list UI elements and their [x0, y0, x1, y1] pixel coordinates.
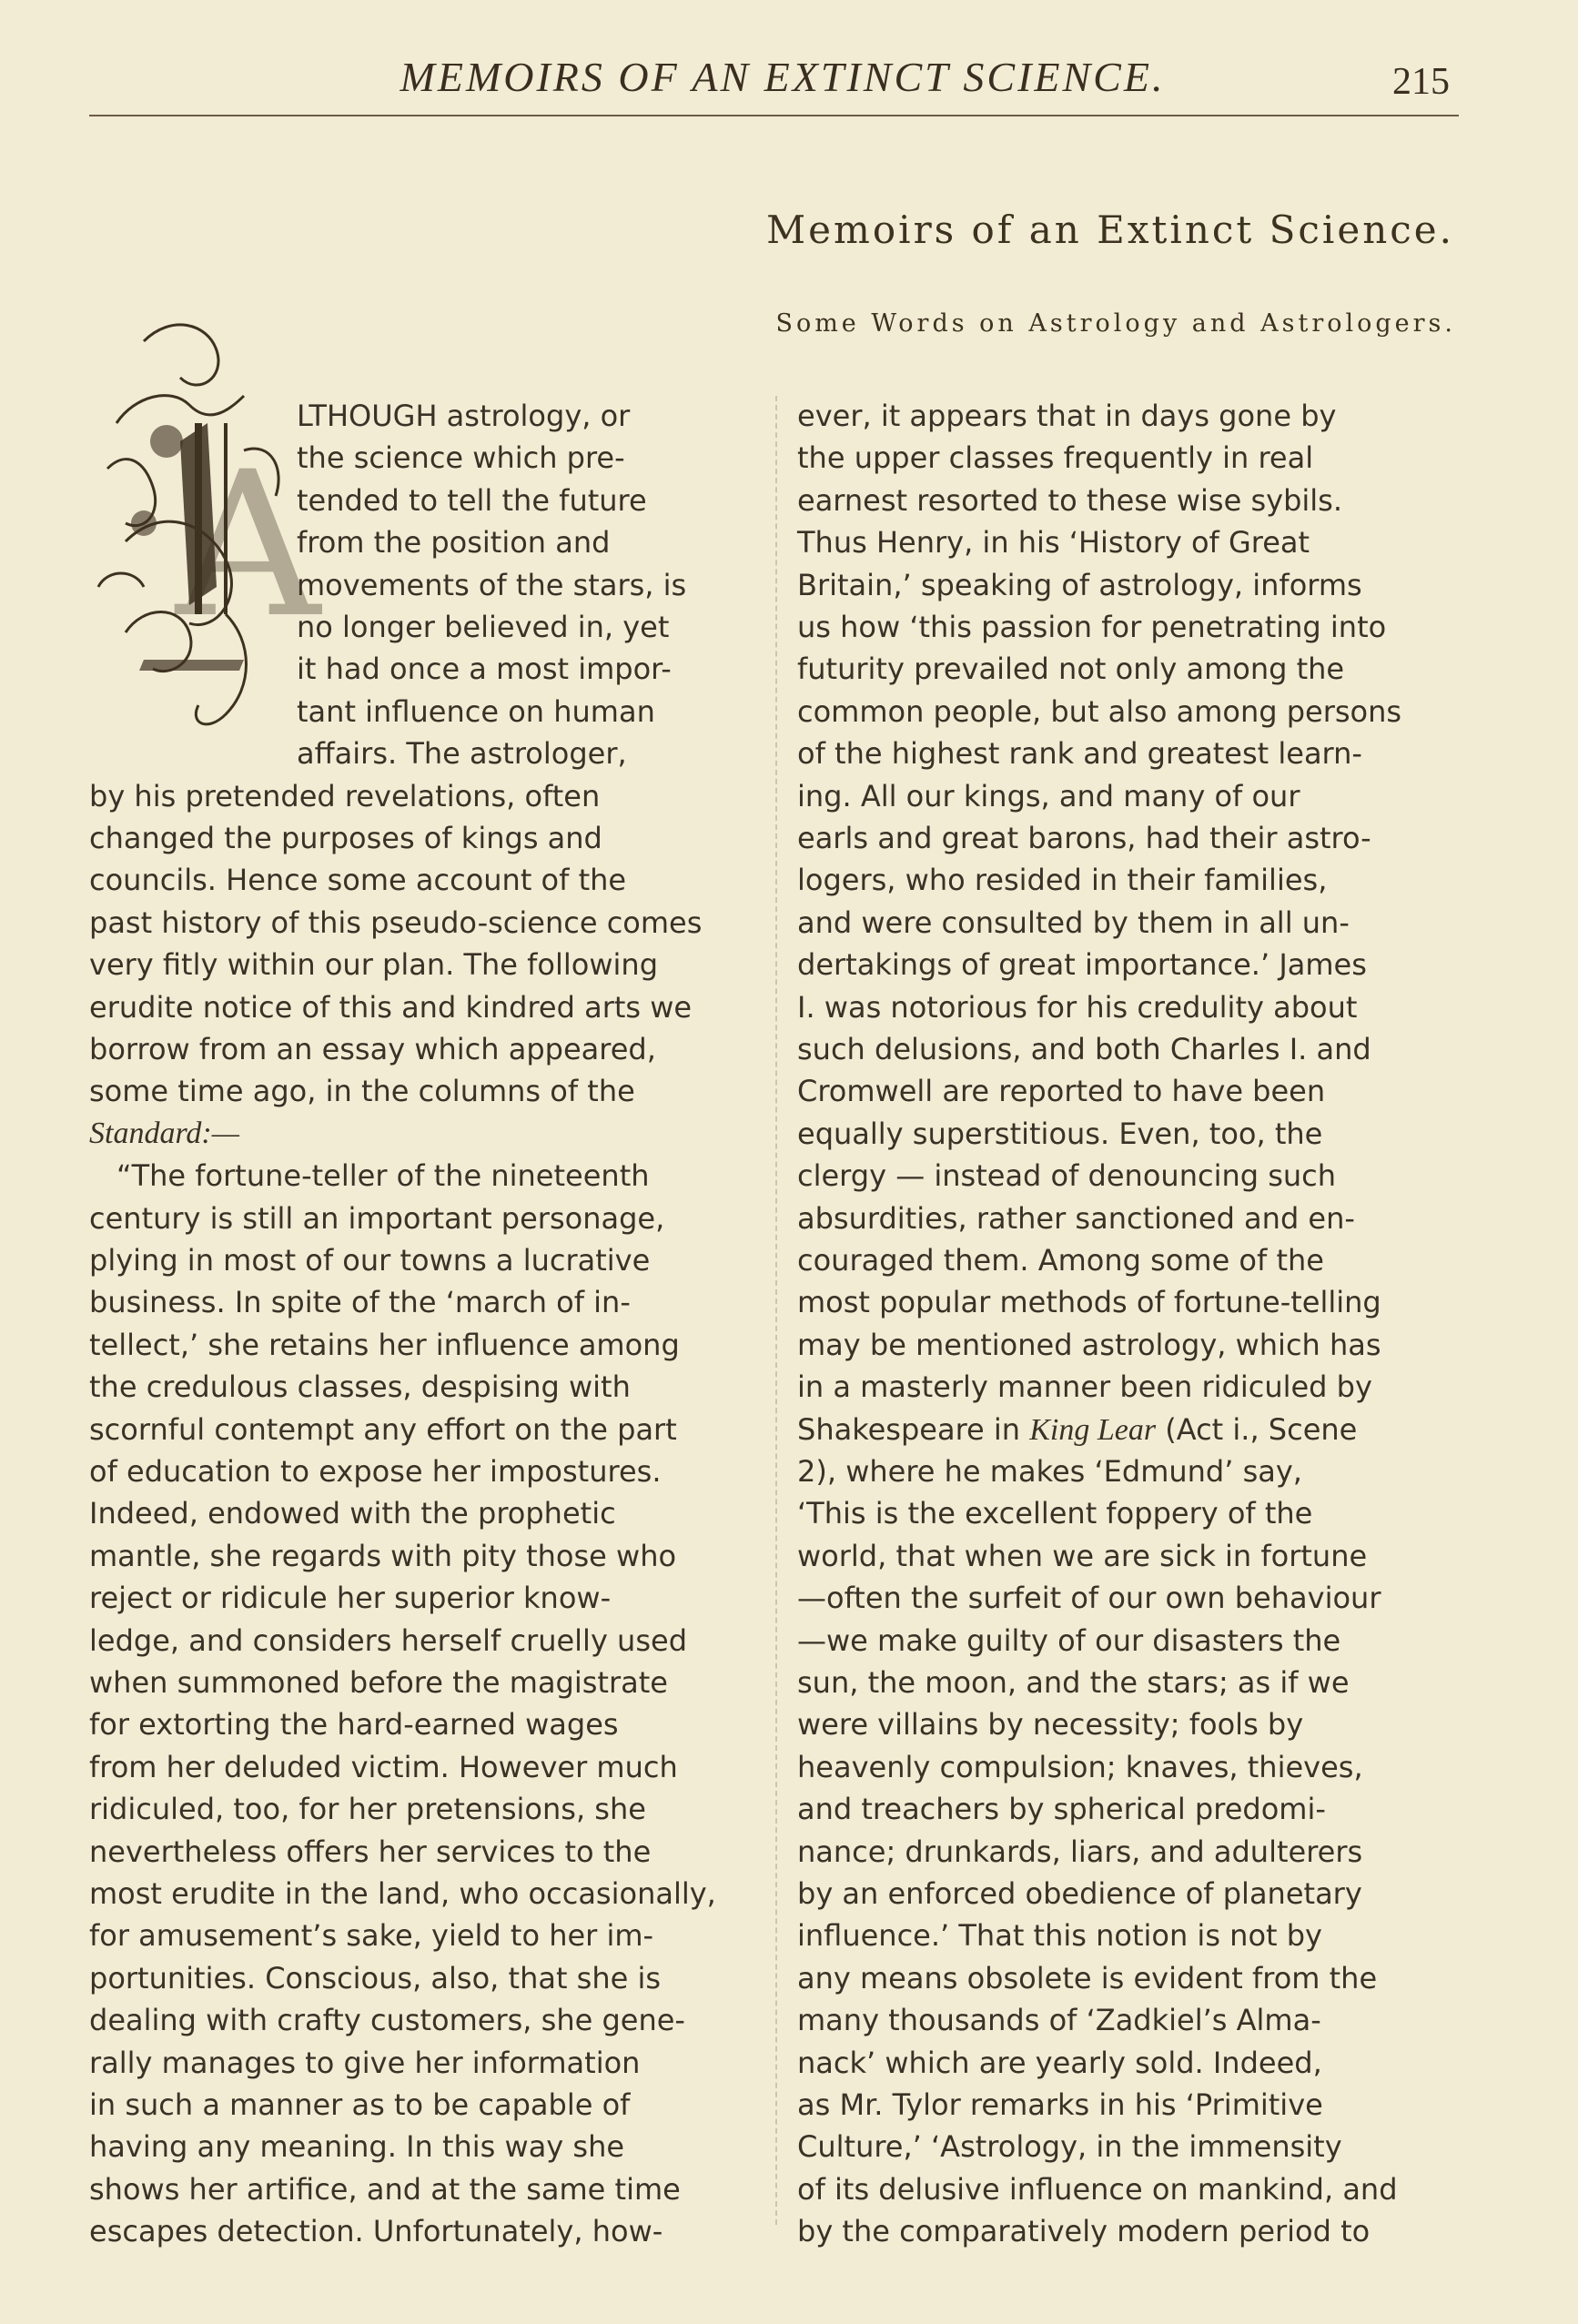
text-line: escapes detection. Unfortunately, how- [89, 2214, 663, 2249]
text-line: borrow from an essay which appeared, [89, 1032, 656, 1066]
text-line: ing. All our kings, and many of our [797, 778, 1300, 813]
text-line: —we make guilty of our disasters the [797, 1622, 1341, 1658]
text-line: in such a manner as to be capable of [89, 2087, 631, 2122]
text-line: us how ‘this passion for penetrating into [797, 610, 1387, 644]
text-line: it had once a most impor- [297, 652, 672, 687]
text-line: heavenly compulsion; knaves, thieves, [797, 1749, 1363, 1784]
text-line: sun, the moon, and the stars; as if we [797, 1665, 1350, 1700]
text-line: shows her artifice, and at the same time [89, 2171, 681, 2207]
text-line: absurdities, rather sanctioned and en- [797, 1200, 1355, 1236]
text-line: world, that when we are sick in fortune [797, 1538, 1368, 1573]
text-line: Standard:— [89, 1116, 239, 1150]
drop-cap-letter: A [176, 429, 320, 662]
left-column [89, 0, 754, 2324]
text-line: by an enforced obedience of planetary [797, 1876, 1362, 1911]
text-line: no longer believed in, yet [297, 610, 670, 644]
text-line: —often the surfeit of our own behaviour [797, 1581, 1381, 1616]
text-line: in a masterly manner been ridiculed by [797, 1369, 1372, 1405]
text-line: ever, it appears that in days gone by [797, 399, 1337, 433]
text-line: plying in most of our towns a lucrative [89, 1243, 651, 1278]
text-line: may be mentioned astrology, which has [797, 1327, 1381, 1362]
text-line: changed the purposes of kings and [89, 821, 602, 855]
text-line: affairs. The astrologer, [297, 736, 627, 772]
text-line: Britain,’ speaking of astrology, informs [797, 567, 1362, 602]
text-line: most popular methods of fortune-telling [797, 1285, 1381, 1320]
article-title: Memoirs of an Extinct Science. [766, 207, 1454, 252]
text-line: reject or ridicule her superior know- [89, 1581, 612, 1616]
text-line: common people, but also among persons [797, 693, 1402, 729]
text-line: 2), where he makes ‘Edmund’ say, [797, 1454, 1302, 1489]
text-line: influence.’ That this notion is not by [797, 1918, 1322, 1954]
text-line: nevertheless offers her services to the [89, 1834, 652, 1869]
text-line: the credulous classes, despising with [89, 1369, 631, 1405]
text-line: and treachers by spherical predomi- [797, 1792, 1326, 1827]
text-line: century is still an important personage, [89, 1200, 665, 1236]
text-line: “The fortune-teller of the nineteenth [116, 1158, 650, 1194]
text-line: when summoned before the magistrate [89, 1665, 668, 1700]
text-line: earls and great barons, had their astro- [797, 821, 1371, 855]
text-line: the upper classes frequently in real [797, 440, 1314, 476]
text-line: erudite notice of this and kindred arts we [89, 989, 693, 1025]
text-line: the science which pre- [297, 440, 625, 476]
text-line: ‘This is the excellent foppery of the [797, 1496, 1313, 1531]
running-title: MEMOIRS OF AN EXTINCT SCIENCE. [400, 54, 1166, 100]
text-line: past history of this pseudo-science comes [89, 904, 703, 940]
text-line: ledge, and considers herself cruelly used [89, 1622, 687, 1658]
text-line: from her deluded victim. However much [89, 1749, 678, 1784]
text-line: LTHOUGH astrology, or [297, 399, 631, 433]
page-number: 215 [1392, 61, 1450, 103]
text-line: Culture,’ ‘Astrology, in the immensity [797, 2129, 1342, 2165]
text-line: ridiculed, too, for her pretensions, she [89, 1792, 646, 1827]
text-line: by his pretended revelations, often [89, 778, 601, 813]
text-line: as Mr. Tylor remarks in his ‘Primitive [797, 2087, 1323, 2122]
text-line: of education to expose her impostures. [89, 1454, 662, 1489]
text-line: for amusement’s sake, yield to her im- [89, 1918, 654, 1954]
text-line: I. was notorious for his credulity about [797, 989, 1358, 1025]
text-line: scornful contempt any effort on the part [89, 1411, 677, 1447]
text-line: couraged them. Among some of the [797, 1243, 1324, 1278]
text-line: from the position and [297, 525, 611, 561]
text-line: most erudite in the land, who occasionally, [89, 1876, 716, 1911]
text-line: business. In spite of the ‘march of in- [89, 1285, 631, 1320]
article-subtitle: Some Words on Astrology and Astrologers. [775, 309, 1456, 338]
column-divider [775, 396, 777, 2225]
text-line: many thousands of ‘Zadkiel’s Alma- [797, 2003, 1321, 2038]
text-line: Shakespeare in King Lear (Act i., Scene [797, 1411, 1358, 1447]
text-line: for extorting the hard-earned wages [89, 1707, 619, 1743]
text-line: councils. Hence some account of the [89, 863, 627, 898]
text-line: mantle, she regards with pity those who [89, 1538, 677, 1573]
text-line: tended to tell the future [297, 482, 647, 518]
text-line: portunities. Conscious, also, that she is [89, 1960, 662, 1996]
text-line: dertakings of great importance.’ James [797, 947, 1367, 983]
text-line: very fitly within our plan. The following [89, 947, 658, 983]
text-line: movements of the stars, is [297, 567, 687, 602]
text-line: having any meaning. In this way she [89, 2129, 625, 2165]
text-line: dealing with crafty customers, she gene- [89, 2003, 685, 2038]
right-column [797, 0, 1460, 2324]
text-line: earnest resorted to these wise sybils. [797, 482, 1342, 518]
text-line: some time ago, in the columns of the [89, 1074, 635, 1109]
text-line: by the comparatively modern period to [797, 2214, 1371, 2249]
text-line: equally superstitious. Even, too, the [797, 1116, 1323, 1151]
text-line: clergy — instead of denouncing such [797, 1158, 1337, 1194]
text-line: tellect,’ she retains her influence among [89, 1327, 680, 1362]
text-line: Thus Henry, in his ‘History of Great [797, 525, 1310, 561]
text-line: such delusions, and both Charles I. and [797, 1032, 1371, 1066]
text-line: were villains by necessity; fools by [797, 1707, 1304, 1743]
text-line: rally manages to give her information [89, 2045, 641, 2080]
text-line: of its delusive influence on mankind, and [797, 2171, 1398, 2207]
text-line: any means obsolete is evident from the [797, 1960, 1378, 1996]
text-line: of the highest rank and greatest learn- [797, 736, 1362, 772]
text-line: Indeed, endowed with the prophetic [89, 1496, 616, 1531]
text-line: nack’ which are yearly sold. Indeed, [797, 2045, 1322, 2080]
text-line: and were consulted by them in all un- [797, 904, 1350, 940]
text-line: tant influence on human [297, 693, 655, 729]
text-line: logers, who resided in their families, [797, 863, 1328, 898]
text-line: futurity prevailed not only among the [797, 652, 1345, 687]
text-line: Cromwell are reported to have been [797, 1074, 1326, 1109]
text-line: nance; drunkards, liars, and adulterers [797, 1834, 1363, 1869]
